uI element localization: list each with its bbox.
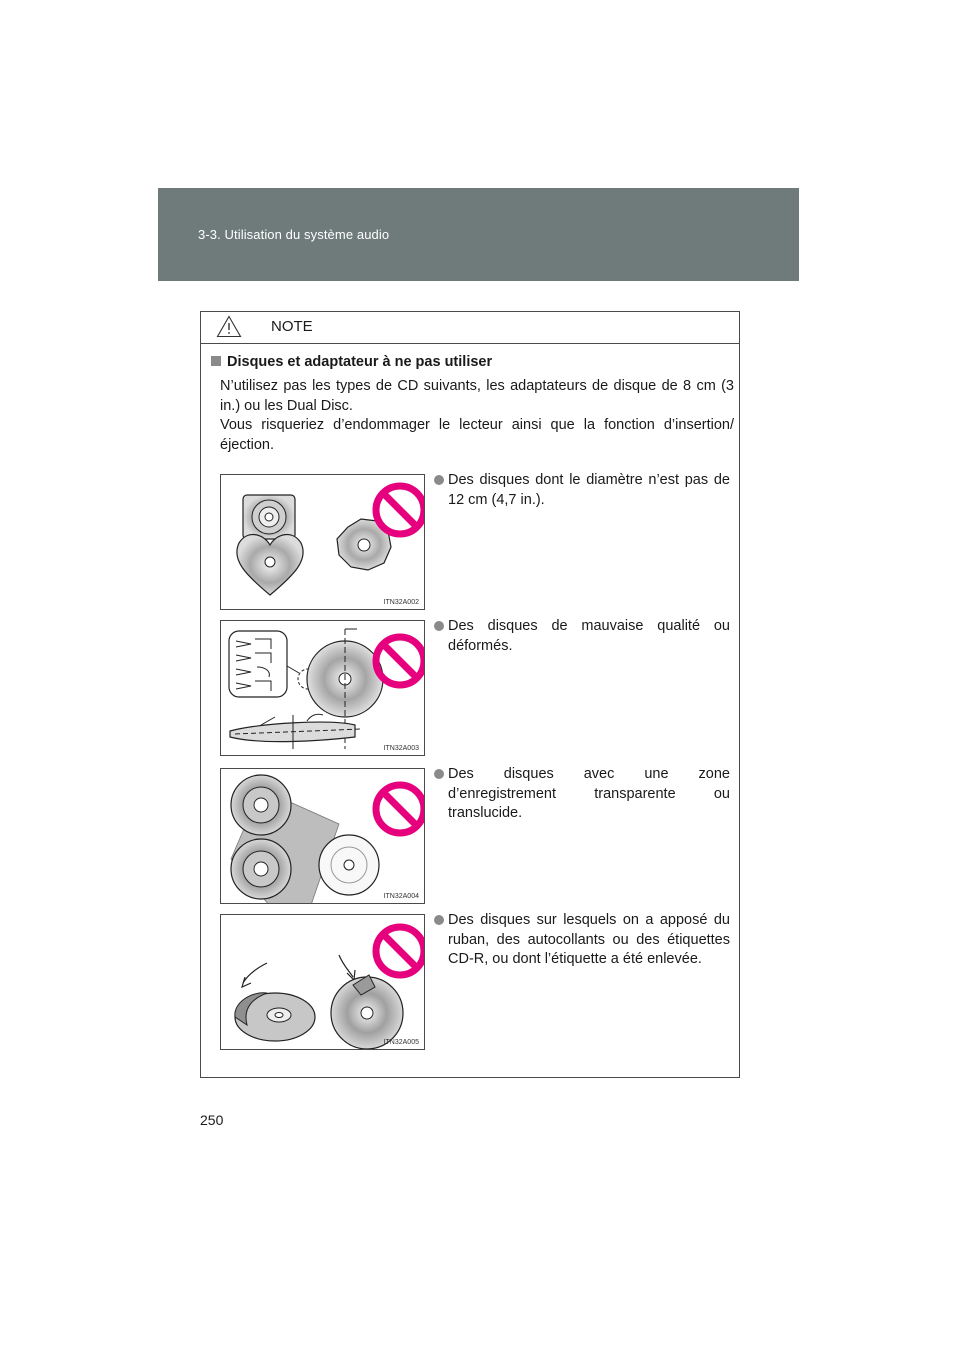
figure-code: ITN32A002 [383, 599, 419, 606]
bullet-icon [434, 915, 444, 925]
note-header [201, 312, 739, 344]
prohibited-labeled-disc-icon [221, 915, 425, 1050]
figure-labeled-disc [220, 914, 425, 1050]
figure-translucent-disc [220, 768, 425, 904]
prohibited-translucent-disc-icon [221, 769, 425, 904]
figure-code: ITN32A003 [383, 745, 419, 752]
figure-warped-disc [220, 620, 425, 756]
note-paragraph-2: Vous risqueriez d’endommager le lecteur ainsi que la fonction d’insertion/éjection. [220, 417, 734, 453]
page-number: 250 [200, 1112, 224, 1128]
bullet-icon [434, 621, 444, 631]
chapter-header [158, 188, 799, 281]
note-label: NOTE [271, 318, 313, 335]
bullet-icon [434, 475, 444, 485]
section-title: 3-3. Utilisation du système audio [198, 227, 390, 242]
figure-code: ITN32A004 [383, 893, 419, 900]
list-item: Des disques avec une zone d’enregistrement transparente ou translucide. [434, 765, 730, 824]
figure-odd-shaped-discs [220, 474, 425, 610]
list-item: Des disques dont le diamètre n’est pas de 12 cm (4,7 in.). [434, 471, 730, 510]
list-item: Des disques sur lesquels on a apposé du ruban, des autocollants ou des étiquettes CD-R, ou dont l’étiquette a été enlevée. [434, 911, 730, 970]
warning-triangle-icon [216, 315, 242, 338]
prohibited-warped-disc-icon [221, 621, 425, 756]
square-bullet-icon [211, 356, 221, 366]
prohibited-odd-shaped-discs-icon [221, 475, 425, 610]
note-box [200, 311, 740, 1078]
list-item: Des disques de mauvaise qualité ou déformés. [434, 617, 730, 656]
bullet-icon [434, 769, 444, 779]
figure-code: ITN32A005 [383, 1039, 419, 1046]
note-paragraph-1: N’utilisez pas les types de CD suivants, les adaptateurs de disque de 8 cm (3 in.) ou les Dual Disc. [220, 378, 734, 414]
note-section-title: Disques et adaptateur à ne pas utiliser [211, 354, 492, 370]
